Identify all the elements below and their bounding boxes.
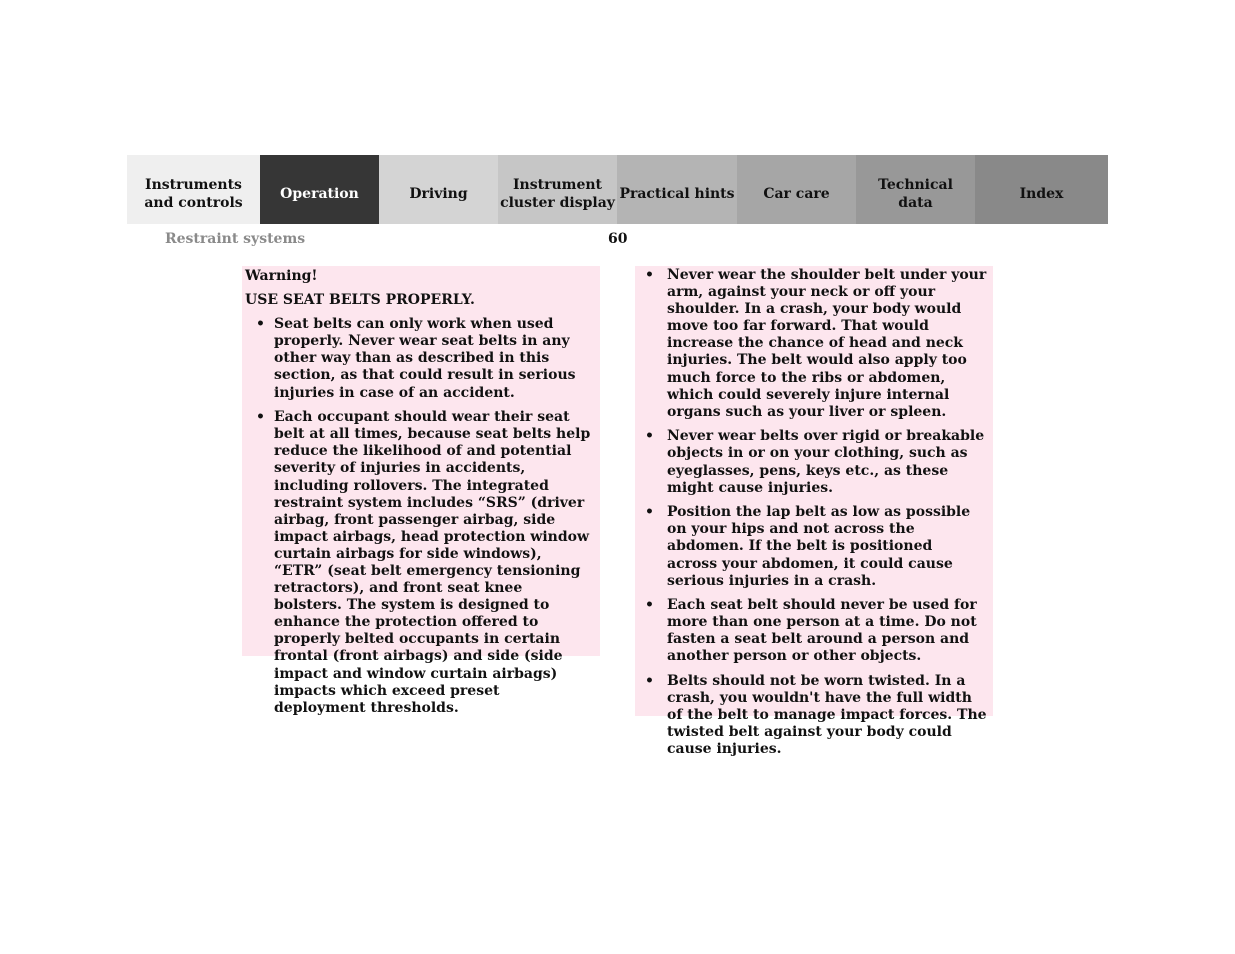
bullet-icon: • [645,504,654,521]
warning-box-right [635,266,993,758]
list-item: • Each seat belt should never be used for more than one person at a time. Do not fasten a seat belt around a person and another person or other objects. [645,597,977,665]
tab-driving[interactable]: Driving [379,155,498,224]
warning-list-left [245,316,593,717]
list-item: • Belts should not be worn twisted. In a crash, you wouldn't have the full width of the belt to manage impact forces. The twisted belt against your body could cause injuries. [645,673,987,758]
list-item: • Position the lap belt as low as possible on your hips and not across the abdomen. If the belt is positioned across your abdomen, it could cause serious injuries in a crash. [645,504,971,589]
tab-car-care[interactable]: Car care [737,155,856,224]
list-item: • Never wear the shoulder belt under your arm, against your neck or off your shoulder. In a crash, your body would move too far forward. That would increase the chance of head and neck injuries. The belt would also apply too much force to the ribs or abdomen, which could severely injure internal organs such as your liver or spleen. [645,267,987,420]
warning-subtitle: USE SEAT BELTS PROPERLY. [245,292,475,309]
bullet-icon: • [645,267,654,283]
chapter-nav [127,155,1108,224]
bullet-icon: • [645,673,654,690]
warning-box-left [242,266,600,716]
list-item: • Seat belts can only work when used properly. Never wear seat belts in any other way than as described in this section, as that could result in serious injuries in case of an accident. [256,316,576,401]
tab-instruments-and-controls[interactable]: Instruments and controls [127,155,260,224]
tab-operation[interactable]: Operation [260,155,379,224]
bullet-icon: • [256,409,265,426]
tab-instrument-cluster-display[interactable]: Instrument cluster display [498,155,617,224]
warning-list-right [645,267,987,759]
page-number: 60 [608,231,628,247]
tab-index[interactable]: Index [975,155,1108,224]
bullet-icon: • [645,428,654,445]
section-title: Restraint systems [165,231,306,247]
tab-practical-hints[interactable]: Practical hints [617,155,737,224]
bullet-icon: • [645,597,654,614]
list-item: • Never wear belts over rigid or breakable objects in or on your clothing, such as eyeglasses, pens, keys etc., as these might cause injuries. [645,428,985,496]
bullet-icon: • [256,316,265,333]
tab-technical-data[interactable]: Technical data [856,155,975,224]
list-item: • Each occupant should wear their seat belt at all times, because seat belts help reduce the likelihood of and potential severity of injuries in accidents, including rollovers. The integrated restraint system includes “SRS” (driver airbag, front passenger airbag, side impact airbags, head protection window curtain airbags for side windows), “ETR” (seat belt emergency tensioning retractors), and front seat knee bolsters. The system is designed to enhance the protection offered to properly belted occupants in certain frontal (front airbags) and side (side impact and window curtain airbags) impacts which exceed preset deployment thresholds. [256,409,591,716]
warning-title: Warning! [245,268,318,284]
